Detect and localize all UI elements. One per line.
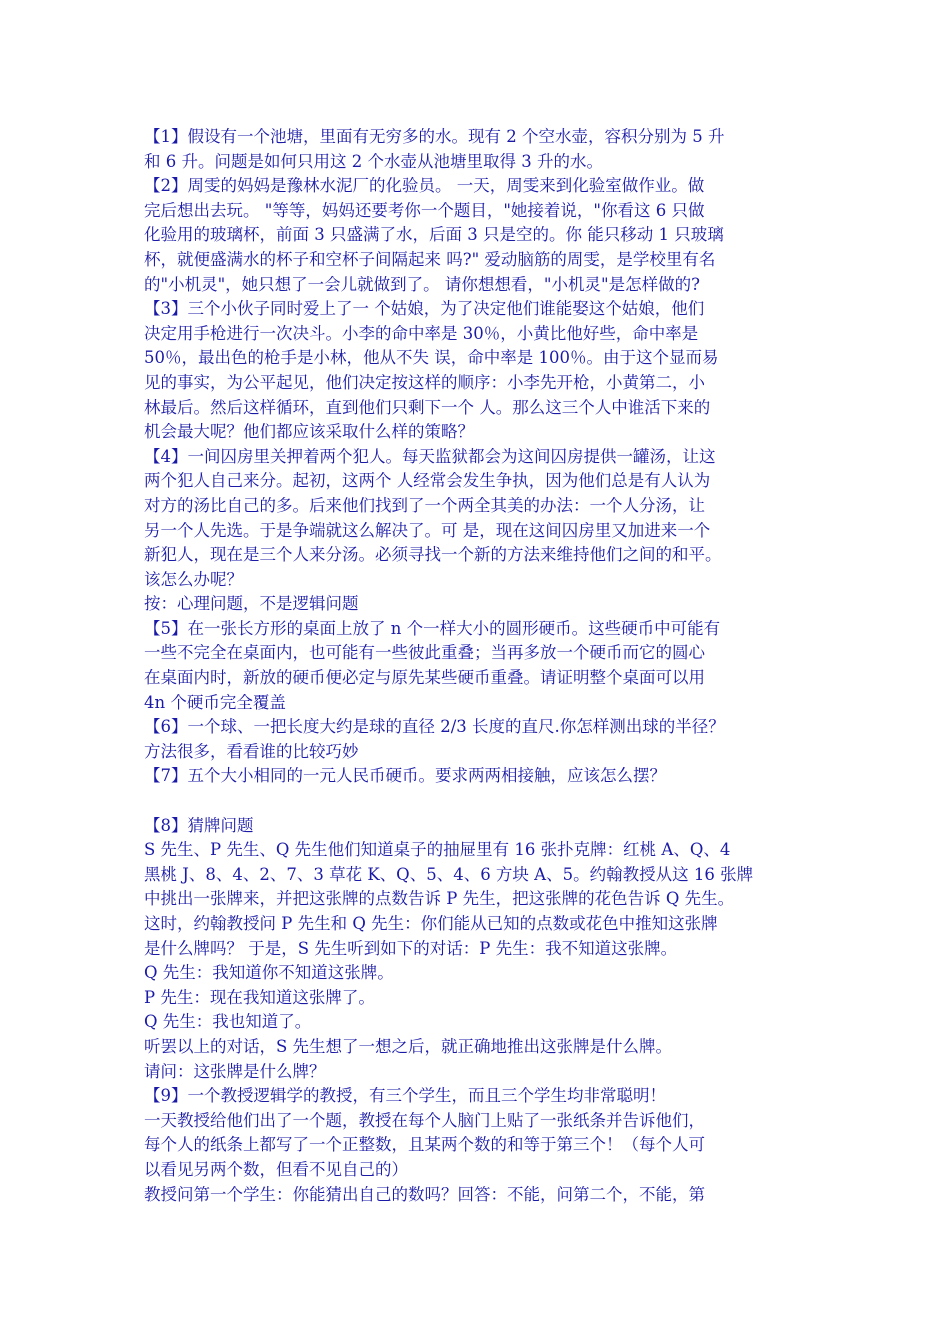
text-line: 机会最大呢？他们都应该采取什么样的策略？ [144,422,474,442]
text-line: 决定用手枪进行一次决斗。小李的命中率是 30％，小黄比他好些，命中率是 [144,323,699,343]
text-line: 【8】猜牌问题 [144,815,254,835]
text-line: 每个人的纸条上都写了一个正整数，且某两个数的和等于第三个！（每个人可 [144,1135,705,1155]
text-line: 【1】假设有一个池塘，里面有无穷多的水。现有 2 个空水壶，容积分别为 5 升 [144,127,725,146]
text-line: 该怎么办呢？ [144,569,243,589]
text-line: 【6】一个球、一把长度大约是球的直径 2/3 长度的直尺.你怎样测出球的半径？ [144,717,725,737]
text-line: 一些不完全在桌面内，也可能有一些彼此重叠；当再多放一个硬币而它的圆心 [144,643,705,663]
text-line: 听罢以上的对话，S 先生想了一想之后，就正确地推出这张牌是什么牌。 [144,1036,673,1056]
text-line: 按：心理问题，不是逻辑问题 [144,594,359,614]
text-line: 见的事实，为公平起见，他们决定按这样的顺序：小李先开枪，小黄第二，小 [144,372,705,392]
text-line: 以看见另两个数，但看不见自己的） [144,1159,408,1179]
text-line: 【3】三个小伙子同时爱上了一 个姑娘，为了决定他们谁能娶这个姑娘，他们 [144,299,705,319]
text-line: 两个犯人自己来分。起初，这两个 人经常会发生争执，因为他们总是有人认为 [144,471,711,491]
document-body [144,125,824,1207]
text-line: 【9】一个教授逻辑学的教授，有三个学生，而且三个学生均非常聪明！ [144,1086,666,1106]
text-line: P 先生：现在我知道这张牌了。 [144,987,375,1007]
text-line: 和 6 升。问题是如何只用这 2 个水壶从池塘里取得 3 升的水。 [144,151,603,171]
text-line: 黑桃 J、8、4、2、7、3 草花 K、Q、5、4、6 方块 A、5。约翰教授从这 16 张牌 [144,864,754,884]
text-line: 4n 个硬币完全覆盖 [144,692,286,712]
text-line: 杯，就便盛满水的杯子和空杯子间隔起来 吗?" 爱动脑筋的周雯，是学校里有名 [144,249,716,269]
text-line: 教授问第一个学生：你能猜出自己的数吗？回答：不能，问第二个，不能，第 [144,1184,705,1204]
text-line: 中挑出一张牌来，并把这张牌的点数告诉 P 先生，把这张牌的花色告诉 Q 先生。 [144,889,735,909]
text-line: S 先生、P 先生、Q 先生他们知道桌子的抽屉里有 16 张扑克牌：红桃 A、Q、4 [144,840,731,860]
text-line: 【2】周雯的妈妈是豫林水泥厂的化验员。 一天，周雯来到化验室做作业。做 [144,176,705,196]
text-line: 在桌面内时，新放的硬币便必定与原先某些硬币重叠。请证明整个桌面可以用 [144,668,705,688]
text-line [144,789,824,814]
text-line: 林最后。然后这样循环，直到他们只剩下一个 人。那么这三个人中谁活下来的 [144,397,711,417]
text-line: 化验用的玻璃杯，前面 3 只盛满了水，后面 3 只是空的。你 能只移动 1 只玻璃 [144,225,724,245]
text-line: 新犯人，现在是三个人来分汤。必须寻找一个新的方法来维持他们之间的和平。 [144,545,722,565]
text-line: 请问：这张牌是什么牌？ [144,1061,326,1081]
text-line: Q 先生：我也知道了。 [144,1012,312,1032]
text-line: 一天教授给他们出了一个题，教授在每个人脑门上贴了一张纸条并告诉他们， [144,1110,705,1130]
text-line: 这时，约翰教授问 P 先生和 Q 先生：你们能从已知的点数或花色中推知这张牌 [144,914,718,933]
text-line: 对方的汤比自己的多。后来他们找到了一个两全其美的办法：一个人分汤，让 [144,495,705,515]
text-line: 【7】五个大小相同的一元人民币硬币。要求两两相接触，应该怎么摆？ [144,766,666,786]
text-line: 【4】一间囚房里关押着两个犯人。每天监狱都会为这间囚房提供一罐汤，让这 [144,446,716,466]
text-line: 【5】在一张长方形的桌面上放了 n 个一样大小的圆形硬币。这些硬币中可能有 [144,618,721,638]
text-line: 完后想出去玩。 "等等，妈妈还要考你一个题目，"她接着说，"你看这 6 只做 [144,200,705,220]
text-line: 50％，最出色的枪手是小林，他从不失 误，命中率是 100％。由于这个显而易 [144,348,719,368]
text-line: Q 先生：我知道你不知道这张牌。 [144,963,394,983]
text-line: 另一个人先选。于是争端就这么解决了。可 是，现在这间囚房里又加进来一个 [144,520,711,540]
text-line: 方法很多，看看谁的比较巧妙 [144,741,359,761]
text-line: 是什么牌吗？ 于是，S 先生听到如下的对话：P 先生：我不知道这张牌。 [144,938,678,958]
text-line: 的"小机灵"，她只想了一会儿就做到了。 请你想想看，"小机灵"是怎样做的? [144,274,700,294]
